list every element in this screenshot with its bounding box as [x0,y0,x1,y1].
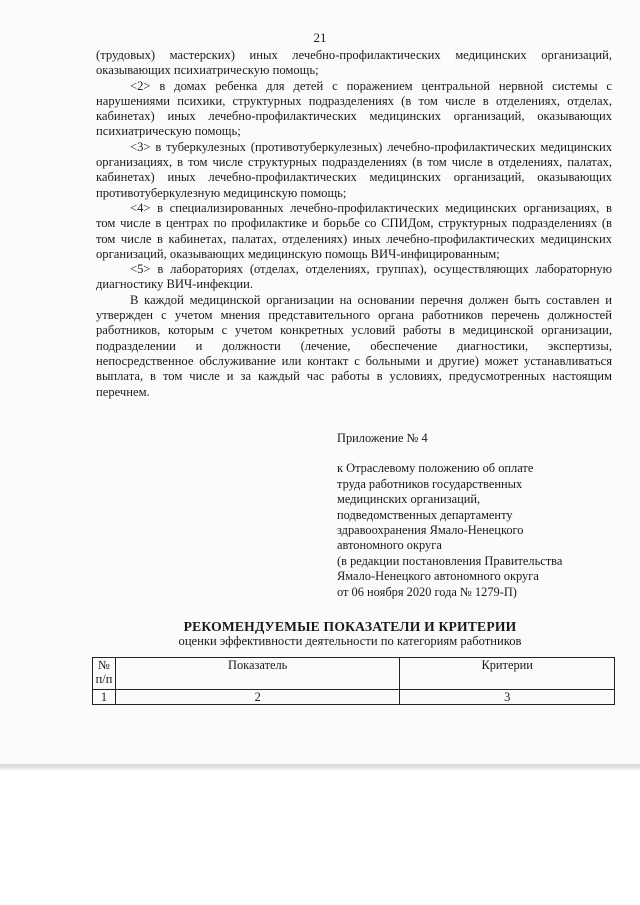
annex-line: Ямало-Ненецкого автономного округа [337,569,539,584]
table-header-row [93,658,615,690]
header-cell-number [93,658,116,690]
paragraph: (трудовых) мастерских) иных лечебно-профилактических медицинских организаций, оказывающих психиатрическую помощь; [96,48,612,78]
table-row [93,690,615,705]
annex-line: подведомственных департаменту [337,507,513,522]
annex-line: автономного округа [337,538,442,553]
paragraph: <2> в домах ребенка для детей с поражением центральной нервной системы с нарушениями психики, структурных подразделениях (в том числе в отделениях, отделах, кабинетах) иных лечебно-профилактических медицинских организаций, оказывающих психиатрическую помощь; [96,78,612,139]
column-number-cell: 3 [400,690,615,705]
criteria-table [92,657,615,705]
page-number: 21 [313,30,327,45]
header-number-sign: № [98,658,110,672]
header-number-abbr: п/п [95,672,113,686]
header-cell-indicator: Показатель [115,658,399,690]
annex-line: труда работников государственных [337,476,523,491]
body-text [96,48,612,400]
paragraph: <5> в лабораториях (отделах, отделениях, группах), осуществляющих лабораторную диагностику ВИЧ-инфекции. [96,262,612,292]
scan-edge [0,764,640,770]
annex-line: (в редакции постановления Правительства [337,553,563,568]
column-number-cell: 2 [115,690,399,705]
annex-block [337,431,627,600]
column-number-cell: 1 [93,690,116,705]
header-cell-criteria: Критерии [400,658,615,690]
annex-line: к Отраслевому положению об оплате [337,461,534,476]
paragraph: <4> в специализированных лечебно-профилактических медицинских организациях, в том числе в центрах по профилактике и борьбе со СПИДом, структурных подразделениях (в том числе в кабинетах, палатах, отделениях) иных лечебно-профилактических медицинских организаций, оказывающих медицинскую помощь ВИЧ-инфицированным; [96,200,612,261]
annex-line: от 06 ноября 2020 года № 1279-П) [337,584,517,599]
section-title: РЕКОМЕНДУЕМЫЕ ПОКАЗАТЕЛИ И КРИТЕРИИ [183,619,517,634]
annex-line: здравоохранения Ямало-Ненецкого [337,523,524,538]
section-subtitle: оценки эффективности деятельности по категориям работников [178,634,522,648]
annex-line: медицинских организаций, [337,492,481,507]
paragraph: В каждой медицинской организации на основании перечня должен быть составлен и утвержден с учетом мнения представительного органа работников перечень должностей работников, которым с учетом конкретных условий работы в медицинской организации, подразделении и должности (лечение, обеспечение диагностики, экспертизы, непосредственное обслуживание или контакт с больными и другие) может устанавливаться выплата, в том числе и за каждый час работы в условиях, предусмотренных настоящим перечнем. [96,292,612,399]
annex-number: Приложение № 4 [337,431,428,445]
paragraph: <3> в туберкулезных (противотуберкулезных) лечебно-профилактических медицинских организациях, в том числе структурных подразделениях (в том числе в отделениях, палатах, кабинетах) иных лечебно-профилактических медицинских организаций, оказывающих противотуберкулезную медицинскую помощь; [96,139,612,200]
